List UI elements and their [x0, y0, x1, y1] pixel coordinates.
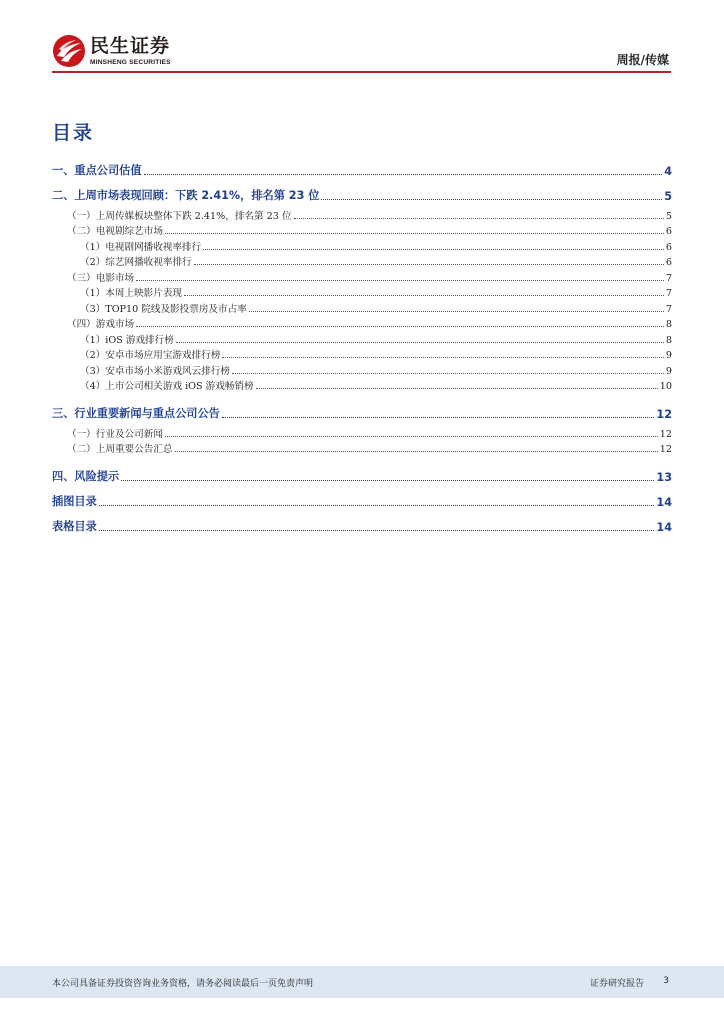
toc-dot-leader — [194, 264, 664, 265]
toc-entry-page: 6 — [665, 241, 672, 253]
toc-dot-leader — [222, 357, 663, 358]
toc-dot-leader — [165, 436, 658, 437]
toc-entry-title: （2）安卓市场应用宝游戏排行榜 — [80, 350, 221, 361]
toc-entry[interactable] — [52, 330, 672, 346]
logo-chinese-name: 民生证券 — [90, 34, 171, 57]
toc-entry[interactable] — [52, 284, 672, 300]
toc-entry-title: （二）电视剧综艺市场 — [67, 226, 163, 237]
toc-entry-page: 12 — [659, 444, 672, 455]
toc-entry[interactable] — [52, 237, 672, 253]
toc-dot-leader — [203, 249, 664, 250]
toc-entry[interactable] — [52, 268, 672, 284]
toc-entry[interactable] — [52, 440, 672, 456]
toc-entry-title: （1）电视剧网播收视率排行 — [80, 241, 202, 253]
toc-dot-leader — [121, 480, 654, 481]
toc-entry-title: （一）上周传媒板块整体下跌 2.41%，排名第 23 位 — [67, 210, 292, 222]
toc-entry-title: （1）iOS 游戏排行榜 — [80, 334, 174, 346]
toc-entry[interactable] — [52, 315, 672, 331]
toc-dot-leader — [99, 530, 655, 531]
toc-entry-page: 5 — [665, 210, 672, 222]
toc-entry[interactable] — [52, 179, 672, 203]
toc-dot-leader — [99, 505, 655, 506]
toc-entry-title: 插图目录 — [52, 495, 97, 508]
toc-entry-title: 四、风险提示 — [52, 470, 120, 483]
toc-dot-leader — [294, 218, 664, 219]
toc-entry-title: （2）综艺网播收视率排行 — [80, 257, 192, 268]
toc-entry-page: 12 — [659, 428, 672, 440]
toc-entry-title: 表格目录 — [52, 520, 97, 533]
toc-entry[interactable] — [52, 206, 672, 222]
report-section-label: 周报/传媒 — [616, 53, 669, 67]
toc-entry-page: 13 — [656, 471, 672, 484]
toc-entry-page: 14 — [656, 496, 672, 509]
footer-disclaimer: 本公司具备证券投资咨询业务资格，请务必阅读最后一页免责声明 — [52, 979, 314, 989]
toc-entry-title: 三、行业重要新闻与重点公司公告 — [52, 407, 220, 420]
toc-entry-title: （4）上市公司相关游戏 iOS 游戏畅销榜 — [80, 381, 254, 392]
minsheng-logo-icon — [52, 34, 86, 68]
toc-entry[interactable] — [52, 424, 672, 440]
toc-entry-page: 8 — [665, 319, 672, 330]
toc-entry[interactable] — [52, 485, 672, 509]
toc-entry-title: （二）上周重要公告汇总 — [67, 444, 173, 455]
footer-page-number: 3 — [663, 976, 669, 986]
toc-entry-title: （三）电影市场 — [67, 272, 135, 284]
page-header — [0, 0, 724, 80]
header-divider — [52, 71, 671, 73]
toc-entry-title: （3）安卓市场小米游戏风云排行榜 — [80, 365, 231, 377]
toc-dot-leader — [232, 373, 664, 374]
toc-entry-page: 7 — [665, 288, 672, 299]
toc-entry-page: 6 — [665, 226, 672, 237]
toc-entry[interactable] — [52, 154, 672, 178]
toc-dot-leader — [222, 417, 655, 418]
toc-entry-title: 二、上周市场表现回顾：下跌 2.41%，排名第 23 位 — [52, 189, 320, 202]
toc-entry[interactable] — [52, 346, 672, 362]
toc-entry-title: 一、重点公司估值 — [52, 164, 142, 177]
toc-dot-leader — [176, 342, 664, 343]
footer-report-type: 证券研究报告 — [589, 979, 644, 989]
toc-entry-page: 5 — [664, 190, 672, 203]
toc-entry[interactable] — [52, 253, 672, 269]
toc-entry[interactable] — [52, 460, 672, 484]
toc-dot-leader — [256, 388, 658, 389]
toc-entry[interactable] — [52, 299, 672, 315]
toc-entry-page: 9 — [665, 365, 672, 377]
toc-entry-page: 9 — [665, 350, 672, 361]
toc-dot-leader — [144, 174, 663, 175]
table-of-contents — [52, 154, 672, 535]
toc-dot-leader — [249, 311, 664, 312]
toc-entry-page: 4 — [664, 165, 672, 178]
toc-entry-title: （1）本周上映影片表现 — [80, 288, 183, 299]
page-footer — [0, 966, 724, 998]
toc-entry-title: （一）行业及公司新闻 — [67, 428, 163, 440]
toc-entry[interactable] — [52, 510, 672, 534]
toc-entry[interactable] — [52, 361, 672, 377]
toc-entry-title: （3）TOP10 院线及影投票房及市占率 — [80, 303, 247, 315]
toc-entry-page: 14 — [656, 521, 672, 534]
toc-entry-page: 7 — [665, 303, 672, 315]
toc-entry[interactable] — [52, 222, 672, 238]
toc-entry-page: 8 — [665, 334, 672, 346]
logo-english-name: MINSHENG SECURITIES — [90, 58, 171, 66]
toc-dot-leader — [165, 233, 664, 234]
toc-dot-leader — [184, 295, 664, 296]
toc-entry-page: 7 — [665, 272, 672, 284]
toc-entry[interactable] — [52, 377, 672, 393]
minsheng-logo — [52, 34, 171, 68]
toc-dot-leader — [136, 280, 664, 281]
toc-dot-leader — [321, 199, 662, 200]
toc-entry-title: （四）游戏市场 — [67, 319, 135, 330]
toc-entry[interactable] — [52, 397, 672, 421]
toc-title: 目录 — [52, 122, 95, 144]
toc-dot-leader — [175, 451, 658, 452]
toc-entry-page: 12 — [656, 408, 672, 421]
toc-dot-leader — [136, 326, 664, 327]
toc-entry-page: 10 — [659, 381, 672, 392]
toc-entry-page: 6 — [665, 257, 672, 268]
